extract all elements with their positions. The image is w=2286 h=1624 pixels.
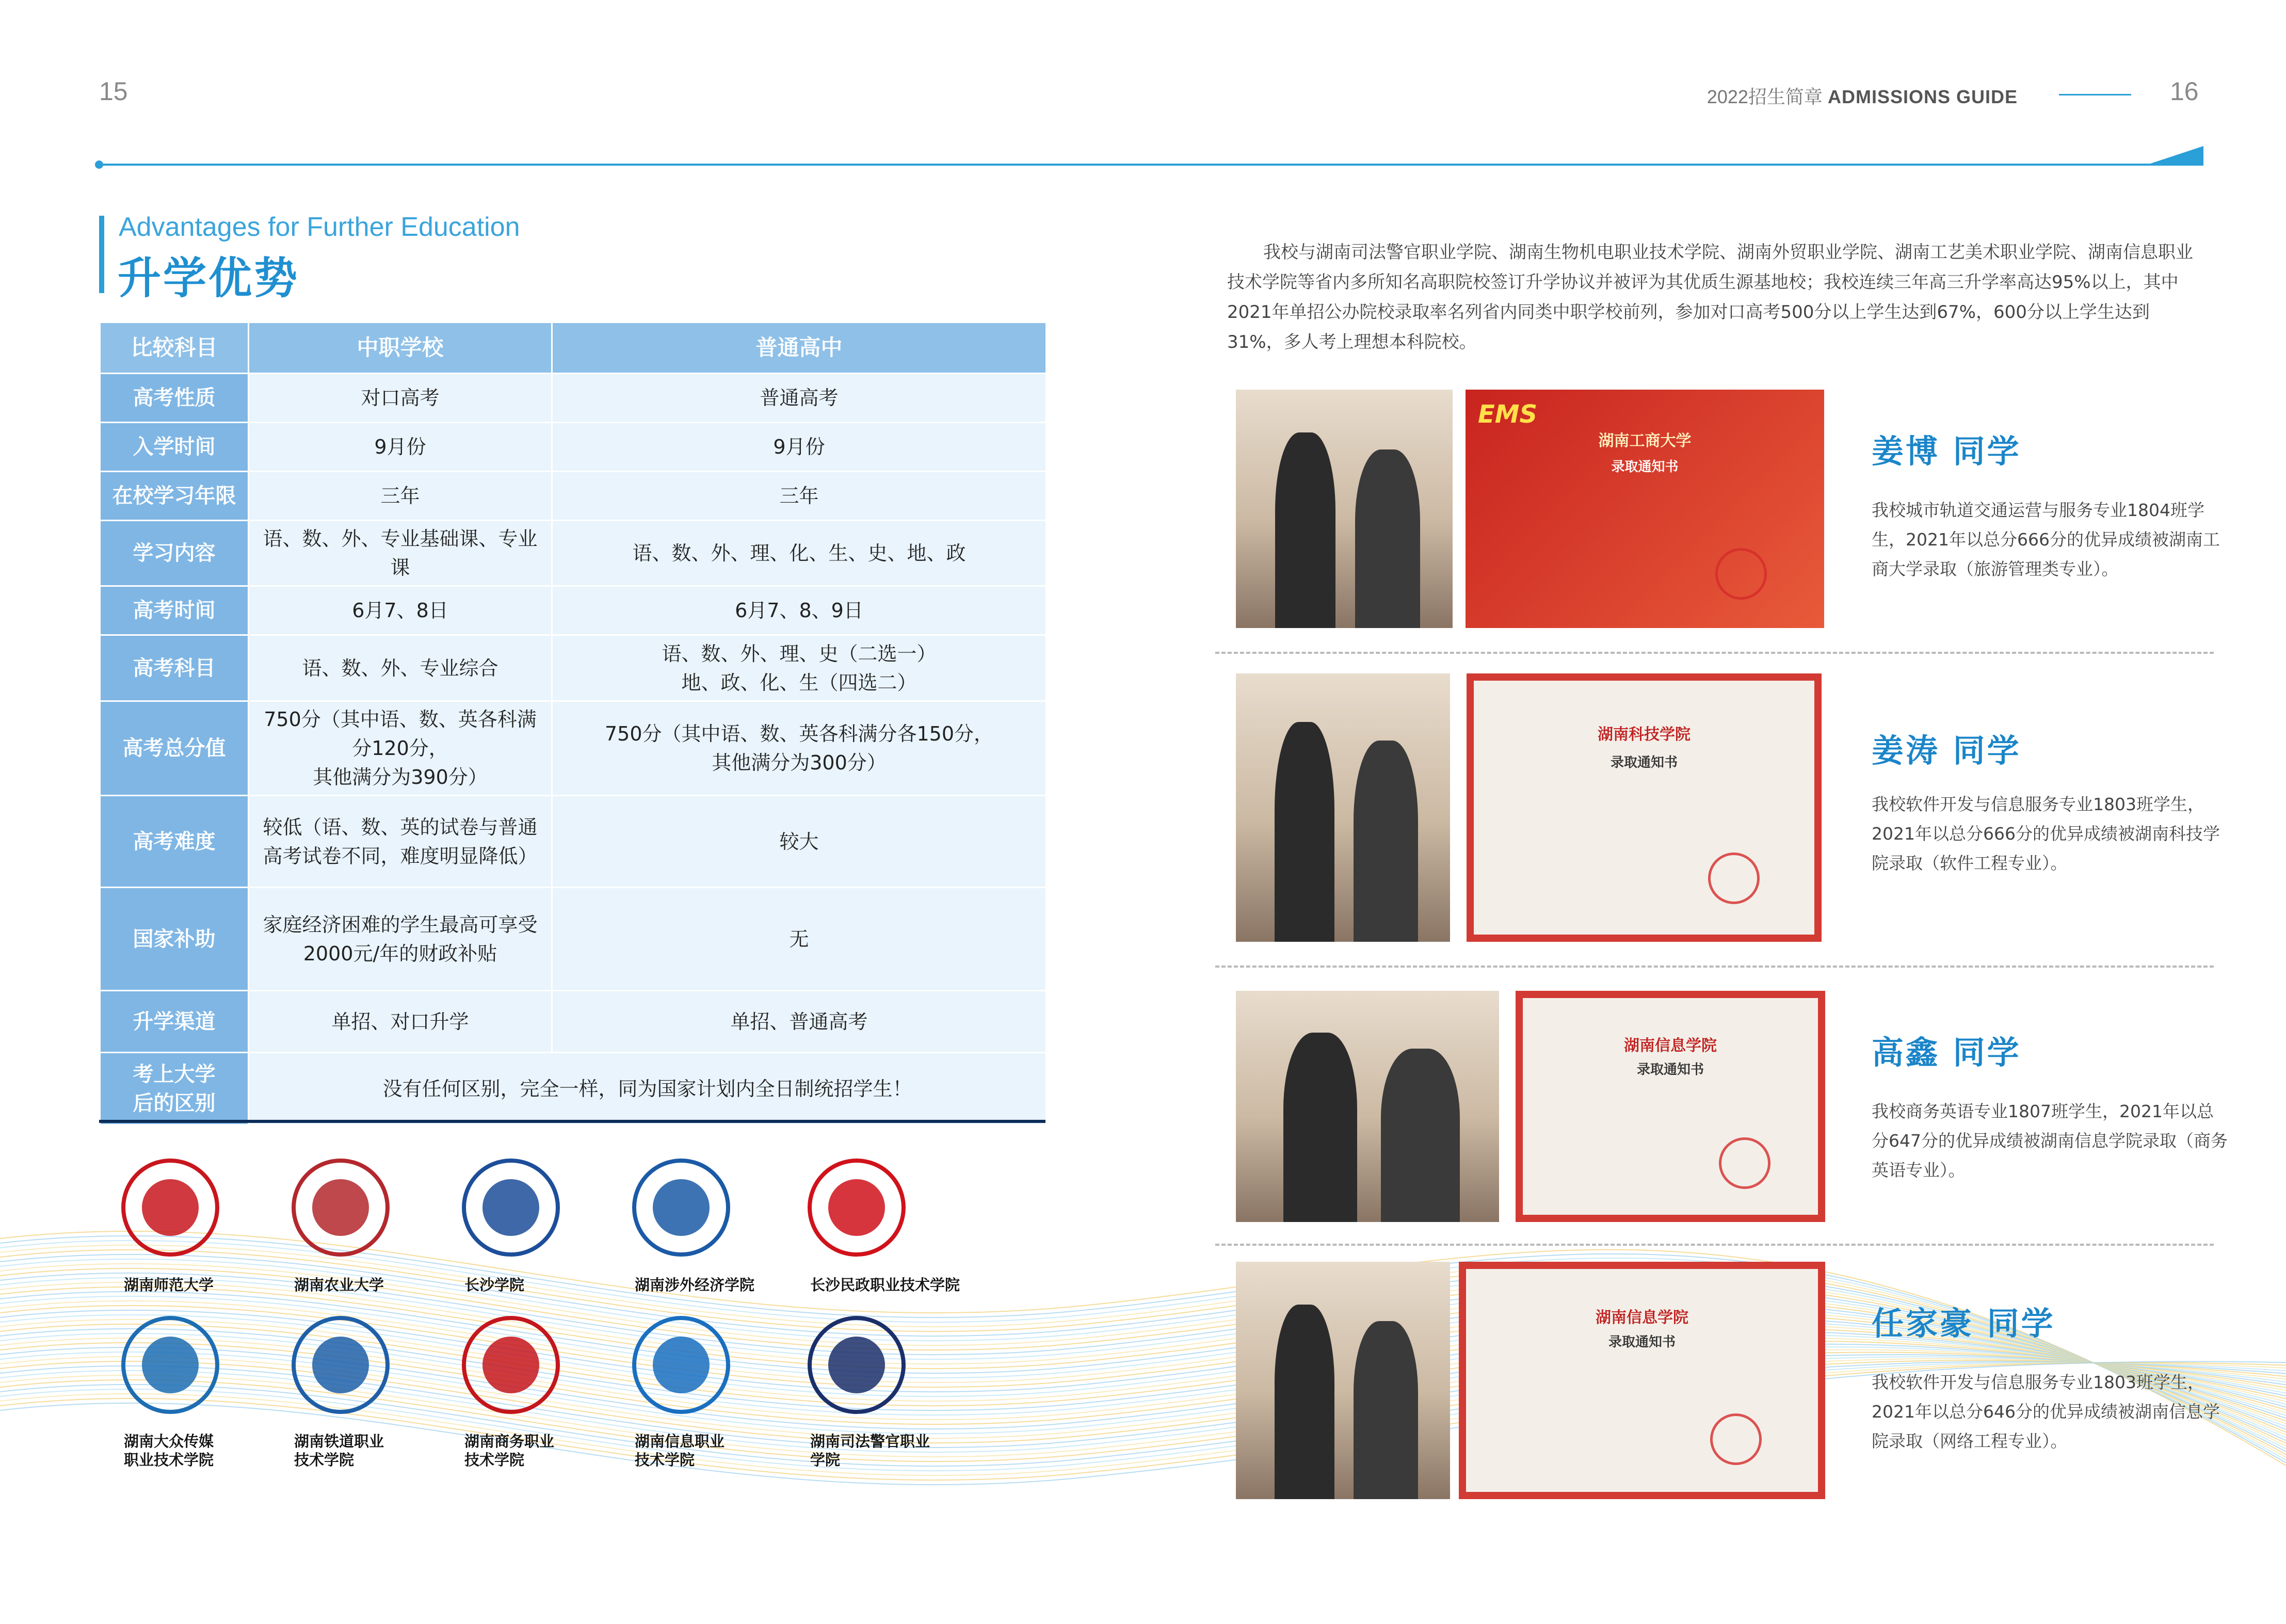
admission-certificate bbox=[1466, 390, 1824, 628]
table-row bbox=[100, 586, 1047, 635]
header-title-cn: 2022招生简章 bbox=[1707, 86, 1823, 107]
student-name: 姜涛 同学 bbox=[1872, 732, 2021, 769]
certificate-school: 湖南科技学院 bbox=[1598, 725, 1691, 744]
certificate-title: 录取通知书 bbox=[1608, 1334, 1676, 1350]
student-description: 我校软件开发与信息服务专业1803班学生，2021年以总分646分的优异成绩被湖南信息学院录取（网络工程专业）。 bbox=[1872, 1372, 2220, 1451]
intro-paragraph: 我校与湖南司法警官职业学院、湖南生物机电职业技术学院、湖南外贸职业学院、湖南工艺美术职业学院、湖南信息职业技术学院等省内多所知名高职院校签订升学协议并被评为其优质生源基地校；我校连续三年高三升学率高达95%以上，其中2021年单招公办院校录取率名列省内同类中职学校前列，参加对口高考500分以上学生达到67%，600分以上学生达到31%，多人考上理想本科院校。 bbox=[1227, 242, 2193, 352]
high-school-cell: 单招、普通高考 bbox=[552, 991, 1047, 1053]
certificate-school: 湖南工商大学 bbox=[1598, 431, 1692, 450]
logo-emblem bbox=[828, 1179, 885, 1236]
merged-value-cell: 没有任何区别，完全一样，同为国家计划内全日制统招学生！ bbox=[249, 1053, 1047, 1125]
logo-emblem bbox=[653, 1337, 710, 1393]
table-row bbox=[100, 374, 1047, 423]
hunan-railway-college-seal-icon bbox=[292, 1316, 390, 1414]
high-school-cell: 无 bbox=[552, 888, 1047, 991]
person-silhouette bbox=[1275, 1305, 1334, 1499]
vocational-school-cell: 750分（其中语、数、英各科满分120分， 其他满分为390分） bbox=[249, 701, 552, 796]
person-silhouette bbox=[1355, 449, 1420, 629]
certificate-school: 湖南信息学院 bbox=[1624, 1037, 1717, 1055]
hunan-commerce-college-seal-icon bbox=[462, 1316, 560, 1414]
vocational-school-cell: 较低（语、数、英的试卷与普通高考试卷不同，难度明显降低） bbox=[249, 796, 552, 888]
vocational-school-cell: 6月7、8日 bbox=[249, 586, 552, 635]
admission-certificate bbox=[1459, 1262, 1825, 1499]
school-name: 湖南大众传媒 职业技术学院 bbox=[124, 1433, 214, 1469]
school-name: 湖南农业大学 bbox=[294, 1276, 384, 1294]
table-row bbox=[100, 701, 1047, 796]
vocational-school-cell: 单招、对口升学 bbox=[249, 991, 552, 1053]
hunan-agricultural-university-seal-icon bbox=[292, 1159, 390, 1257]
person-silhouette bbox=[1381, 1049, 1460, 1222]
logo-emblem bbox=[312, 1179, 369, 1236]
student-photo bbox=[1236, 673, 1450, 942]
certificate-title: 录取通知书 bbox=[1636, 1062, 1704, 1078]
vocational-school-cell: 语、数、外、专业基础课、专业课 bbox=[249, 521, 552, 586]
red-seal-icon bbox=[1708, 853, 1760, 904]
table-row bbox=[100, 796, 1047, 888]
student-name: 任家豪 同学 bbox=[1872, 1305, 2055, 1342]
table-header-cell: 中职学校 bbox=[249, 323, 552, 374]
table-row bbox=[100, 991, 1047, 1053]
school-name: 湖南司法警官职业 学院 bbox=[810, 1433, 930, 1469]
row-label-cell: 考上大学 后的区别 bbox=[100, 1053, 249, 1125]
table-row bbox=[100, 472, 1047, 521]
school-name: 湖南师范大学 bbox=[124, 1276, 214, 1294]
left-page-number: 15 bbox=[99, 77, 128, 106]
logo-emblem bbox=[142, 1337, 199, 1393]
row-label-cell: 国家补助 bbox=[100, 888, 249, 991]
row-label-cell: 在校学习年限 bbox=[100, 472, 249, 521]
row-label-cell: 高考性质 bbox=[100, 374, 249, 423]
person-silhouette bbox=[1354, 741, 1418, 942]
dashed-divider bbox=[1215, 966, 2214, 968]
person-silhouette bbox=[1275, 722, 1334, 942]
logo-emblem bbox=[142, 1179, 199, 1236]
ems-logo: EMS bbox=[1478, 400, 1538, 429]
admission-certificate bbox=[1467, 673, 1822, 942]
vocational-school-cell: 三年 bbox=[249, 472, 552, 521]
row-label-cell: 高考时间 bbox=[100, 586, 249, 635]
table-header-cell: 普通高中 bbox=[552, 323, 1047, 374]
row-label-cell: 高考科目 bbox=[100, 635, 249, 701]
student-description: 我校城市轨道交通运营与服务专业1804班学生，2021年以总分666分的优异成绩被湖南工商大学录取（旅游管理类专业）。 bbox=[1872, 500, 2220, 579]
table-header-cell: 比较科目 bbox=[100, 323, 249, 374]
high-school-cell: 较大 bbox=[552, 796, 1047, 888]
vocational-school-cell: 9月份 bbox=[249, 423, 552, 472]
school-name: 湖南信息职业 技术学院 bbox=[635, 1433, 725, 1469]
hunan-judicial-police-college-seal-icon bbox=[808, 1316, 906, 1414]
dashed-divider bbox=[1215, 1244, 2214, 1246]
table-row bbox=[100, 888, 1047, 991]
student-description: 我校商务英语专业1807班学生，2021年以总分647分的优异成绩被湖南信息学院录取（商务英语专业）。 bbox=[1872, 1101, 2228, 1180]
section-title-cn: 升学优势 bbox=[118, 253, 300, 303]
header-rule bbox=[2059, 94, 2131, 95]
changsha-university-seal-icon bbox=[462, 1159, 560, 1257]
certificate-title: 录取通知书 bbox=[1611, 459, 1679, 475]
hunan-information-college-logo-icon bbox=[632, 1316, 730, 1414]
row-label-cell: 高考总分值 bbox=[100, 701, 249, 796]
person-silhouette bbox=[1283, 1033, 1357, 1222]
comparison-table bbox=[99, 321, 1047, 1125]
header-divider-line bbox=[98, 164, 2201, 166]
logo-emblem bbox=[653, 1179, 710, 1236]
section-title-en: Advantages for Further Education bbox=[119, 212, 520, 242]
school-name: 湖南涉外经济学院 bbox=[635, 1276, 755, 1294]
vocational-school-cell: 家庭经济困难的学生最高可享受2000元/年的财政补贴 bbox=[249, 888, 552, 991]
row-label-cell: 高考难度 bbox=[100, 796, 249, 888]
student-photo bbox=[1236, 1262, 1450, 1499]
student-photo bbox=[1236, 991, 1499, 1222]
person-silhouette bbox=[1354, 1321, 1418, 1499]
row-label-cell: 入学时间 bbox=[100, 423, 249, 472]
high-school-cell: 语、数、外、理、史（二选一） 地、政、化、生（四选二） bbox=[552, 635, 1047, 701]
header-title bbox=[1707, 83, 2018, 109]
red-seal-icon bbox=[1719, 1137, 1770, 1189]
table-bottom-border bbox=[99, 1120, 1045, 1123]
table-row bbox=[100, 521, 1047, 586]
high-school-cell: 三年 bbox=[552, 472, 1047, 521]
red-seal-icon bbox=[1710, 1413, 1762, 1465]
row-label-cell: 学习内容 bbox=[100, 521, 249, 586]
dashed-divider bbox=[1215, 652, 2214, 654]
high-school-cell: 普通高考 bbox=[552, 374, 1047, 423]
school-name: 长沙民政职业技术学院 bbox=[810, 1276, 960, 1294]
school-name: 长沙学院 bbox=[464, 1276, 525, 1294]
person-silhouette bbox=[1275, 432, 1336, 628]
school-name: 湖南铁道职业 技术学院 bbox=[294, 1433, 384, 1469]
row-label-cell: 升学渠道 bbox=[100, 991, 249, 1053]
certificate-title: 录取通知书 bbox=[1610, 754, 1678, 770]
changsha-social-work-college-seal-icon bbox=[808, 1159, 906, 1257]
logo-emblem bbox=[828, 1337, 885, 1393]
student-photo bbox=[1236, 390, 1453, 628]
logo-emblem bbox=[482, 1337, 539, 1393]
red-seal-icon bbox=[1715, 548, 1767, 600]
admission-certificate bbox=[1516, 991, 1825, 1222]
high-school-cell: 6月7、8、9日 bbox=[552, 586, 1047, 635]
table-row-final bbox=[100, 1053, 1047, 1125]
header-title-en: ADMISSIONS GUIDE bbox=[1827, 86, 2018, 107]
table-header-row bbox=[100, 323, 1047, 374]
hunan-mass-media-college-seal-icon bbox=[121, 1316, 219, 1414]
hunan-normal-university-seal-icon bbox=[121, 1159, 219, 1257]
header-triangle-decoration bbox=[2144, 146, 2203, 166]
student-name: 高鑫 同学 bbox=[1872, 1034, 2021, 1071]
right-page-number: 16 bbox=[2170, 77, 2199, 106]
student-description: 我校软件开发与信息服务专业1803班学生，2021年以总分666分的优异成绩被湖南科技学院录取（软件工程专业）。 bbox=[1872, 794, 2220, 873]
logo-emblem bbox=[312, 1337, 369, 1393]
high-school-cell: 9月份 bbox=[552, 423, 1047, 472]
vocational-school-cell: 语、数、外、专业综合 bbox=[249, 635, 552, 701]
table-row bbox=[100, 423, 1047, 472]
hunan-international-economics-university-logo-icon bbox=[632, 1159, 730, 1257]
student-name: 姜博 同学 bbox=[1872, 432, 2021, 470]
logo-emblem bbox=[482, 1179, 539, 1236]
high-school-cell: 语、数、外、理、化、生、史、地、政 bbox=[552, 521, 1047, 586]
school-name: 湖南商务职业 技术学院 bbox=[464, 1433, 555, 1469]
certificate-school: 湖南信息学院 bbox=[1596, 1309, 1688, 1327]
table-row bbox=[100, 635, 1047, 701]
vocational-school-cell: 对口高考 bbox=[249, 374, 552, 423]
section-title-bar bbox=[99, 216, 104, 293]
high-school-cell: 750分（其中语、数、英各科满分各150分， 其他满分为300分） bbox=[552, 701, 1047, 796]
